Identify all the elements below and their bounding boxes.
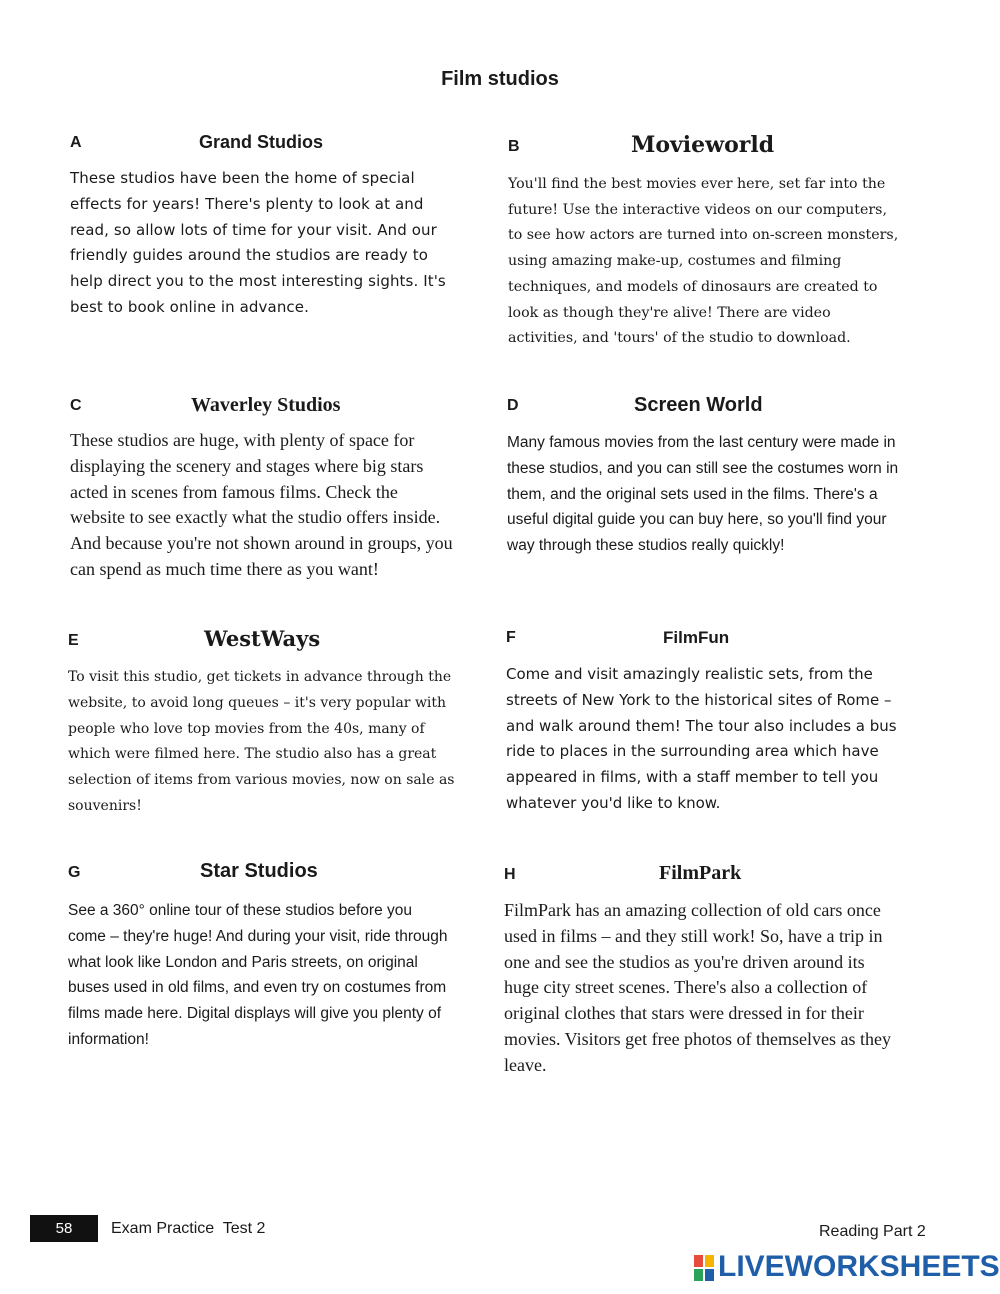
footer-test-label: Exam Practice Test 2: [111, 1220, 266, 1237]
studio-description: Come and visit amazingly realistic sets, from the streets of New York to the historical sites of Rome – and walk around them! The tour also includes a bus ride to places in the surrounding area which have appeared in films, with a staff member to tell you whatever you'd like to know.: [506, 665, 897, 812]
studio-name: Star Studios: [200, 860, 318, 882]
page-number: 58: [55, 1220, 73, 1237]
studio-letter: F: [506, 629, 516, 646]
studio-name: FilmFun: [663, 628, 730, 647]
studio-letter: A: [70, 134, 82, 151]
studio-letter: G: [68, 864, 81, 881]
studio-name: Screen World: [634, 394, 763, 416]
studio-description: See a 360° online tour of these studios before you come – they're huge! And during your visit, ride through what look like London and Paris streets, on original buses used in old films, and even try on costumes from films made here. Digital displays will give you plenty of information!: [68, 902, 448, 1048]
studio-description: These studios have been the home of special effects for years! There's plenty to look at and read, so allow lots of time for your visit. And our friendly guides around the studios are ready to help direct you to the most interesting sights. It's best to book online in advance.: [70, 169, 446, 316]
studio-letter: H: [504, 866, 516, 883]
liveworksheets-logo-icon: [694, 1255, 714, 1281]
studio-description: These studios are huge, with plenty of space for displaying the scenery and stages where big stars acted in scenes from famous films. Check the website to see exactly what the studio offers inside. And because you're not shown around in groups, you can spend as much time there as you want!: [70, 430, 453, 579]
liveworksheets-watermark[interactable]: LIVEWORKSHEETS: [718, 1250, 1000, 1283]
studio-letter: D: [507, 397, 519, 414]
page-title: Film studios: [441, 68, 559, 90]
studio-description: FilmPark has an amazing collection of old cars once used in films – and they still work! So, have a trip in one and see the studios as you're driven around its huge city street scenes. There's also a collection of original clothes that stars were dressed in for their movies. Visitors get free photos of themselves as they leave.: [504, 900, 892, 1075]
studio-name: WestWays: [204, 626, 321, 651]
studio-description: You'll find the best movies ever here, set far into the future! Use the interactive videos on our computers, to see how actors are turned into on-screen monsters, using amazing make-up, costumes and filming techniques, and models of dinosaurs are created to look as though they're alive! There are video activities, and 'tours' of the studio to download.: [508, 176, 899, 347]
studio-name: Waverley Studios: [191, 394, 341, 416]
studio-letter: E: [68, 632, 79, 649]
studio-name: FilmPark: [659, 862, 742, 884]
studio-description: Many famous movies from the last century were made in these studios, and you can still see the costumes worn in them, and the original sets used in the films. There's a useful digital guide you can buy here, so you'll find your way through these studios really quickly!: [507, 434, 899, 555]
studio-letter: B: [508, 138, 520, 155]
studio-name: Movieworld: [631, 132, 775, 158]
page-number-badge: [30, 1215, 98, 1242]
studio-letter: C: [70, 397, 82, 414]
studio-description: To visit this studio, get tickets in advance through the website, to avoid long queues – it's very popular with people who love top movies from the 40s, many of which were filmed here. The studio also has a great selection of items from various movies, now on sale as souvenirs!: [68, 669, 455, 814]
footer-section-label: Reading Part 2: [819, 1223, 926, 1240]
studio-name: Grand Studios: [199, 132, 324, 152]
